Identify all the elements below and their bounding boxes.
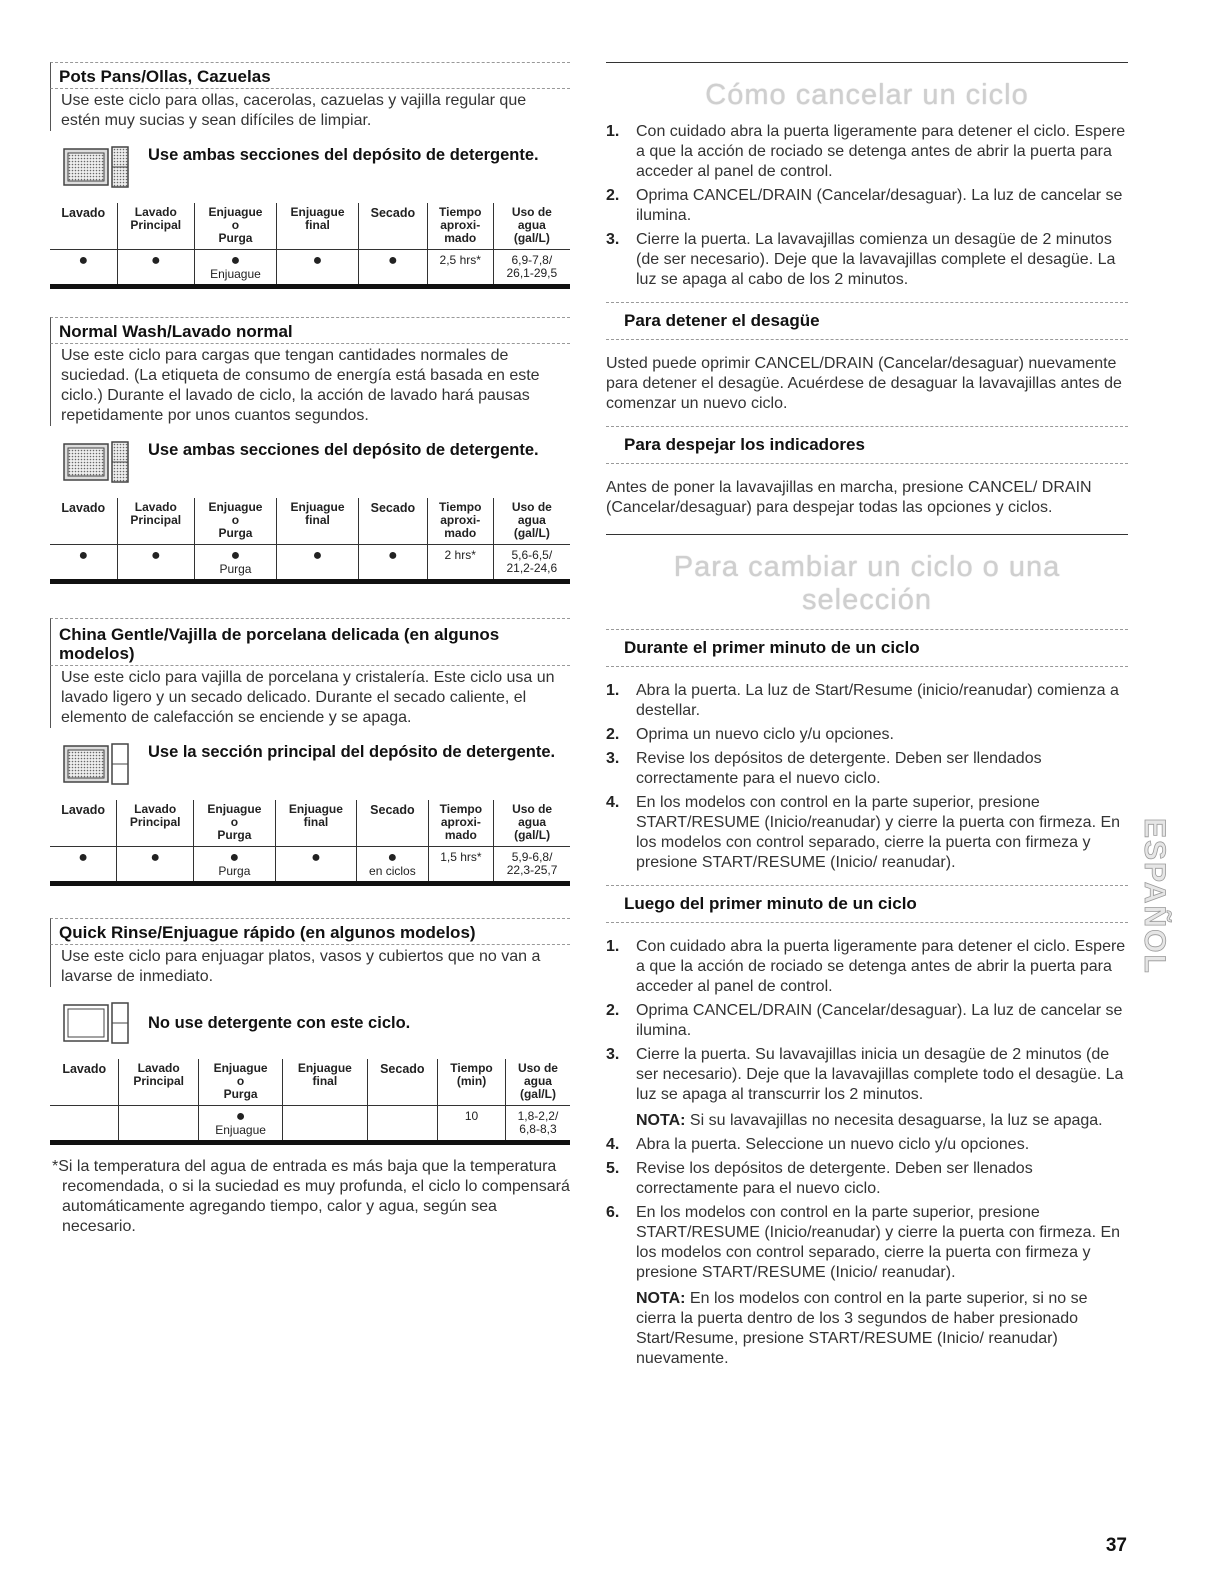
step-text: Con cuidado abra la puerta ligeramente para detener el ciclo. Espere a que la acción de rociado se detenga antes de abrir la puerta para acceder al panel de control. [636,938,1126,995]
cell-value: 10 [464,1109,479,1123]
detergent-main-section-icon [62,742,132,786]
header-text: mado [444,526,477,540]
step-text: Revise los depósitos de detergente. Deben ser llenados correctamente para el nuevo ciclo. [636,1160,1033,1197]
header-text: aproxi- [440,513,481,527]
header-text: Purga [218,231,253,245]
list-item [606,749,1128,789]
step-number: 1. [606,123,620,140]
header-text: final [305,218,330,232]
cell-value: ● [312,252,323,269]
header-text: (gal/L) [514,828,551,842]
col-final [276,203,358,250]
header-text: o [230,815,239,829]
cell-final [283,1106,367,1143]
header-text: Lavado [61,206,106,220]
header-text: Tiempo [439,500,482,514]
header-text: Enjuague [290,500,345,514]
detergent-instruction [62,440,570,484]
col-principal [119,1059,199,1106]
table-row [50,545,570,582]
page-number: 37 [1105,1535,1127,1556]
cell-sub: Purga [218,864,251,878]
cell-agua [493,545,570,582]
header-text: Secado [370,803,415,817]
cell-value: ● [235,1108,246,1125]
header-text: Tiempo [450,1061,493,1075]
cell-value: 22,3-25,7 [506,863,558,877]
cycle-china-gentle [50,618,570,886]
cell-lavado [50,1106,119,1143]
first-minute-steps [606,681,1128,873]
subheading-first-minute: Durante el primer minuto de un ciclo [606,629,1128,667]
detergent-both-sections-icon [62,440,132,484]
cell-principal [117,250,194,287]
col-final [275,800,357,847]
list-item [606,725,1128,745]
table-header-row [50,203,570,250]
col-final [283,1059,367,1106]
table-row [50,847,570,884]
list-item [606,1001,1128,1041]
col-enjuague [194,498,276,545]
cell-final [275,847,357,884]
header-text: Lavado [62,1062,107,1076]
cancel-steps [606,122,1128,290]
step-text: En los modelos con control en la parte superior, presione START/RESUME (Inicio/reanudar) y cierre la puerta con firmeza. En los modelos con control separado, cierre la puerta con firmeza y presione START/RESUME (Inicio/ reanudar). [636,1204,1121,1281]
cell-lavado [50,250,117,287]
cycle-table [50,800,570,886]
col-tiempo [438,1059,506,1106]
col-principal [117,800,194,847]
cell-value: 1,5 hrs* [440,850,482,864]
header-text: Enjuague [288,802,343,816]
header-text: Enjuague [213,1061,268,1075]
step-number: 1. [606,938,620,955]
step-text: Con cuidado abra la puerta ligeramente para detener el ciclo. Espere a que la acción de rociado se detenga antes de abrir la puerta para acceder al panel de control. [636,123,1126,180]
cell-value: ● [387,849,398,866]
after-minute-steps [606,937,1128,1369]
header-text: Principal [133,1074,185,1088]
side-tab-text: ESPAÑOL [1138,818,1171,975]
col-lavado [50,1059,119,1106]
cell-value: ● [229,849,240,866]
cycle-quick-rinse [50,918,570,1145]
note-text: Si su lavavajillas no necesita desaguarse, la luz se apaga. [689,1112,1103,1129]
cycle-title: Pots Pans/Ollas, Cazuelas [50,62,570,89]
note-label: NOTA: [636,1290,686,1307]
header-text: Lavado [134,802,177,816]
header-text: mado [444,231,477,245]
header-text: Lavado [134,205,177,219]
col-lavado [50,800,117,847]
col-tiempo [427,203,493,250]
cell-sub: en ciclos [369,864,416,878]
cell-value: ● [78,252,89,269]
cycle-normal-wash [50,317,570,584]
step-text: En los modelos con control en la parte superior, presione START/RESUME (Inicio/reanudar) y cierre la puerta con firmeza. En los modelos con control separado, cierre la puerta con firmeza y presione START/RESUME (Inicio/ reanudar). [636,794,1121,871]
list-item [606,1159,1128,1199]
cell-agua [494,847,570,884]
header-text: agua [523,1074,552,1088]
col-tiempo [428,800,494,847]
header-text: Principal [130,218,182,232]
col-enjuague [198,1059,282,1106]
step-text: Cierre la puerta. La lavavajillas comienza un desagüe de 2 minutos (de ser necesario). Deje que la lavavajillas complete el desagüe. La luz se apaga al cabo de los 2 minutos. [636,231,1116,288]
cell-agua [493,250,570,287]
list-item [606,186,1128,226]
step-text: Abra la puerta. La luz de Start/Resume (inicio/reanudar) comienza a destellar. [636,682,1119,719]
header-text: aproxi- [440,218,481,232]
header-text: o [231,513,240,527]
cell-value: 5,6-6,5/ [511,548,553,562]
cell-value: 5,9-6,8/ [511,850,553,864]
table-header-row [50,1059,570,1106]
header-text: Lavado [61,803,105,817]
section-title-cancel: Cómo cancelar un ciclo [705,79,1029,111]
note-text: En los modelos con control en la parte superior, si no se cierra la puerta dentro de los 3 segundos de haber presionado Start/Resume, presione START/RESUME (Inicio/ reanudar) nuevamente. [636,1290,1088,1367]
col-agua [493,203,570,250]
cycle-title: Quick Rinse/Enjuague rápido (en algunos modelos) [50,918,570,945]
subheading-clear-indicators: Para despejar los indicadores [606,426,1128,464]
header-text: Enjuague [208,205,263,219]
step-number: 4. [606,1136,620,1153]
col-enjuague [194,203,276,250]
list-item [606,937,1128,997]
no-detergent-icon [62,1001,132,1045]
col-secado [359,203,428,250]
header-text: mado [444,828,477,842]
footnote: *Si la temperatura del agua de entrada es más baja que la temperatura recomendada, o si la suciedad es muy profunda, el ciclo lo compensará automáticamente agregando tiempo, calor y agua, según sea necesario. [52,1158,570,1235]
cell-value: ● [312,547,323,564]
header-text: Tiempo [439,802,483,816]
cell-value: 21,2-24,6 [506,561,558,575]
step-number: 1. [606,682,620,699]
detergent-text: Use ambas secciones del depósito de detergente. [148,441,539,459]
table-row [50,250,570,287]
header-text: Tiempo [439,205,482,219]
cell-secado [357,847,428,884]
cycle-description: Use este ciclo para enjuagar platos, vasos y cubiertos que no van a lavarse de inmediato. [50,945,570,987]
list-item [606,1203,1128,1369]
cycle-pots-pans [50,62,570,289]
step-number: 2. [606,726,620,743]
col-principal [117,203,194,250]
header-text: Secado [380,1062,425,1076]
cell-value: 1,8-2,2/ [517,1109,559,1123]
instructions-column [606,62,1128,1373]
cell-value: ● [150,849,160,866]
step-number: 3. [606,750,620,767]
header-text: (gal/L) [519,1087,556,1101]
header-text: Purga [223,1087,258,1101]
note-label: NOTA: [636,1112,686,1129]
detergent-instruction [62,145,570,189]
detergent-text: No use detergente con este ciclo. [148,1014,411,1032]
cell-principal [117,545,194,582]
cycle-guide-column [50,62,570,1253]
col-secado [359,498,428,545]
cell-value: 26,1-29,5 [506,266,558,280]
cell-value: 6,9-7,8/ [511,253,553,267]
header-text: final [312,1074,338,1088]
cycle-title: Normal Wash/Lavado normal [50,317,570,344]
header-text: o [236,1074,245,1088]
subheading-after-minute: Luego del primer minuto de un ciclo [606,885,1128,923]
header-text: Enjuague [290,205,345,219]
col-agua [505,1059,570,1106]
cycle-table [50,1059,570,1145]
cell-value: ● [388,547,398,564]
cell-value: ● [311,849,321,866]
header-text: agua [517,513,546,527]
step-number: 4. [606,794,620,811]
cell-sub: Enjuague [210,267,261,281]
cell-value: ● [230,547,241,564]
col-secado [357,800,428,847]
col-lavado [50,203,117,250]
step-number: 3. [606,231,620,248]
cell-secado [359,250,428,287]
header-text: Principal [130,513,182,527]
cell-final [276,545,358,582]
cell-tiempo [428,847,494,884]
cell-enjuague [194,847,276,884]
detergent-instruction [62,1001,570,1045]
step-number: 2. [606,1002,620,1019]
cell-value: ● [150,252,161,269]
cell-sub: Purga [219,562,252,576]
header-text: Lavado [61,501,106,515]
cell-agua [505,1106,570,1143]
header-text: final [303,815,329,829]
header-text: Purga [217,828,252,842]
header-text: Uso de [517,1061,558,1075]
list-item [606,793,1128,873]
language-side-tab [1128,810,1171,1070]
cell-value: ● [78,547,89,564]
step-text: Abra la puerta. Seleccione un nuevo ciclo y/u opciones. [636,1136,1030,1153]
col-enjuague [194,800,276,847]
step-text: Oprima un nuevo ciclo y/u opciones. [636,726,894,743]
header-text: Enjuague [208,500,263,514]
header-text: agua [517,218,546,232]
list-item [606,230,1128,290]
cell-value: 6,8-8,3 [519,1122,557,1136]
cell-secado [359,545,428,582]
step-text: Oprima CANCEL/DRAIN (Cancelar/desaguar). La luz de cancelar se ilumina. [636,1002,1123,1039]
step-number: 5. [606,1160,620,1177]
header-text: Secado [370,501,416,515]
cell-final [276,250,358,287]
section-title-change: Para cambiar un ciclo o una selección [673,551,1061,616]
col-final [276,498,358,545]
cell-lavado [50,847,117,884]
step-number: 2. [606,187,620,204]
cell-sub: Enjuague [215,1123,266,1137]
header-text: Enjuague [207,802,262,816]
cell-value: ● [388,252,398,269]
header-text: Uso de [511,500,552,514]
col-agua [494,800,570,847]
list-item [606,681,1128,721]
list-item [606,122,1128,182]
cell-tiempo [427,250,493,287]
header-text: agua [518,815,547,829]
cycle-description: Use este ciclo para vajilla de porcelana y cristalería. Este ciclo usa un lavado ligero y un secado delicado. Durante el secado caliente, el elemento de calefacción se enciende y se apaga. [50,666,570,728]
cell-tiempo [438,1106,506,1143]
header-text: aproxi- [440,815,481,829]
header-text: Lavado [134,500,177,514]
cell-enjuague [198,1106,282,1143]
header-text: Uso de [511,205,552,219]
col-tiempo [427,498,493,545]
paragraph: Usted puede oprimir CANCEL/DRAIN (Cancelar/desaguar) nuevamente para detener el desagüe. Acuérdese de desaguar la lavavajillas antes de comenzar un nuevo ciclo. [606,355,1122,412]
note [636,1111,1128,1131]
header-text: (min) [456,1074,487,1088]
header-text: (gal/L) [513,526,550,540]
header-text: Enjuague [297,1061,352,1075]
header-text: o [231,218,240,232]
col-principal [117,498,194,545]
header-text: Uso de [512,802,553,816]
step-text: Revise los depósitos de detergente. Deben ser llendados correctamente para el nuevo ciclo. [636,750,1042,787]
header-text: Principal [129,815,181,829]
step-text: Cierre la puerta. Su lavavajillas inicia un desagüe de 2 minutos (de ser necesario). Deje que la lavavajillas complete todo el desagüe. La luz se apaga al transcurrir los 2 minutos. [636,1046,1124,1103]
step-number: 3. [606,1046,620,1063]
cell-tiempo [427,545,493,582]
cycle-table [50,203,570,289]
subheading-stop-drain: Para detener el desagüe [606,302,1128,340]
col-agua [493,498,570,545]
cell-principal [119,1106,199,1143]
col-lavado [50,498,117,545]
cycle-description: Use este ciclo para cargas que tengan cantidades normales de suciedad. (La etiqueta de consumo de energía está basada en este ciclo.) Durante el lavado de ciclo, la acción de lavado hará pausas repetidamente por unos cuantos segundos. [50,344,570,426]
cell-value: 2,5 hrs* [439,253,481,267]
cell-enjuague [194,250,276,287]
list-item [606,1135,1128,1155]
cell-value: ● [230,252,241,269]
cycle-title: China Gentle/Vajilla de porcelana delicada (en algunos modelos) [50,618,570,666]
cell-value: 2 hrs* [444,548,476,562]
detergent-instruction [62,742,570,786]
paragraph: Antes de poner la lavavajillas en marcha, presione CANCEL/ DRAIN (Cancelar/desaguar) para despejar todas las opciones y ciclos. [606,479,1092,516]
list-item [606,1045,1128,1131]
header-text: Lavado [137,1061,180,1075]
step-text: Oprima CANCEL/DRAIN (Cancelar/desaguar). La luz de cancelar se ilumina. [636,187,1123,224]
table-header-row [50,498,570,545]
header-text: Purga [218,526,253,540]
table-header-row [50,800,570,847]
table-row [50,1106,570,1143]
cell-lavado [50,545,117,582]
cell-value: ● [78,849,88,866]
detergent-both-sections-icon [62,145,132,189]
detergent-text: Use la sección principal del depósito de detergente. [148,743,556,761]
header-text: final [305,513,330,527]
step-number: 6. [606,1204,620,1221]
detergent-text: Use ambas secciones del depósito de detergente. [148,146,539,164]
note [636,1289,1128,1369]
cycle-description: Use este ciclo para ollas, cacerolas, cazuelas y vajilla regular que estén muy sucias y sean difíciles de limpiar. [50,89,570,131]
col-secado [367,1059,438,1106]
cell-value: ● [150,547,161,564]
cell-principal [117,847,194,884]
cell-enjuague [194,545,276,582]
cell-secado [367,1106,438,1143]
header-text: Secado [370,206,416,220]
header-text: (gal/L) [513,231,550,245]
cycle-table [50,498,570,584]
